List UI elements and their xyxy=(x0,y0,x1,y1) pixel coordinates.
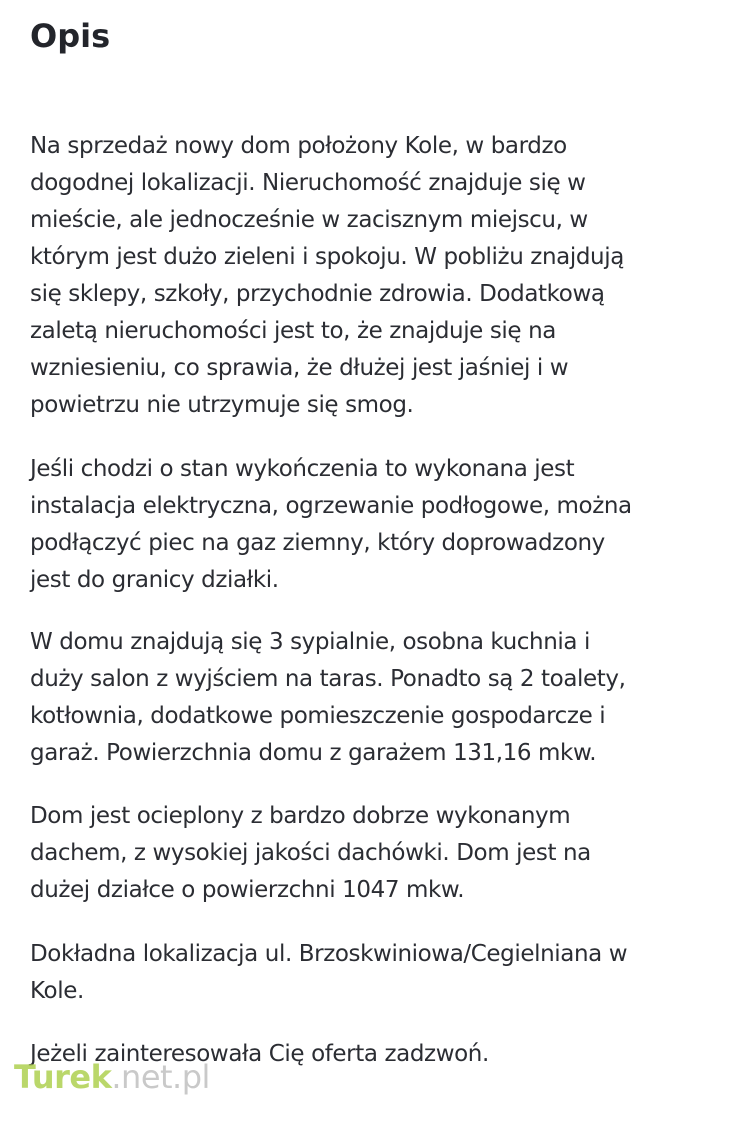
watermark-domain: .net.pl xyxy=(111,1058,210,1096)
watermark-brand: Turek xyxy=(14,1058,112,1096)
text-line: jest do granicy działki. xyxy=(30,567,279,593)
text-line: podłączyć piec na gaz ziemny, który doprowadzony xyxy=(30,530,605,556)
text-line: wzniesieniu, co sprawia, że dłużej jest jaśniej i w xyxy=(30,355,569,381)
text-line: którym jest dużo zieleni i spokoju. W pobliżu znajdują xyxy=(30,244,624,270)
text-line: Jeśli chodzi o stan wykończenia to wykonana jest xyxy=(30,456,575,482)
text-line: się sklepy, szkoły, przychodnie zdrowia. Dodatkową xyxy=(30,281,605,307)
text-line: garaż. Powierzchnia domu z garażem 131,16 mkw. xyxy=(30,740,597,766)
text-line: dogodnej lokalizacji. Nieruchomość znajduje się w xyxy=(30,170,586,196)
description-paragraph-rooms xyxy=(30,624,730,772)
text-line: Dokładna lokalizacja ul. Brzoskwiniowa/Cegielniana w xyxy=(30,941,628,967)
description-paragraph-finishing xyxy=(30,451,730,599)
text-line: instalacja elektryczna, ogrzewanie podłogowe, można xyxy=(30,493,632,519)
description-paragraph-location xyxy=(30,128,730,424)
text-line: W domu znajdują się 3 sypialnie, osobna kuchnia i xyxy=(30,629,590,655)
text-line: kotłownia, dodatkowe pomieszczenie gospodarcze i xyxy=(30,703,606,729)
text-line: dachem, z wysokiej jakości dachówki. Dom jest na xyxy=(30,840,591,866)
text-line: dużej działce o powierzchni 1047 mkw. xyxy=(30,877,465,903)
text-line: Jeżeli zainteresowała Cię oferta zadzwoń. xyxy=(30,1041,489,1067)
text-line: zaletą nieruchomości jest to, że znajduje się na xyxy=(30,318,556,344)
text-line: Na sprzedaż nowy dom położony Kole, w bardzo xyxy=(30,133,567,159)
text-line: Dom jest ocieplony z bardzo dobrze wykonanym xyxy=(30,803,571,829)
watermark-logo xyxy=(14,1057,210,1097)
text-line: powietrzu nie utrzymuje się smog. xyxy=(30,392,414,418)
section-heading: Opis xyxy=(30,17,111,55)
text-line: Kole. xyxy=(30,978,84,1004)
text-line: mieście, ale jednocześnie w zacisznym miejscu, w xyxy=(30,207,588,233)
description-paragraph-address xyxy=(30,936,730,1010)
text-line: duży salon z wyjściem na taras. Ponadto są 2 toalety, xyxy=(30,666,626,692)
description-paragraph-roof-plot xyxy=(30,798,730,909)
